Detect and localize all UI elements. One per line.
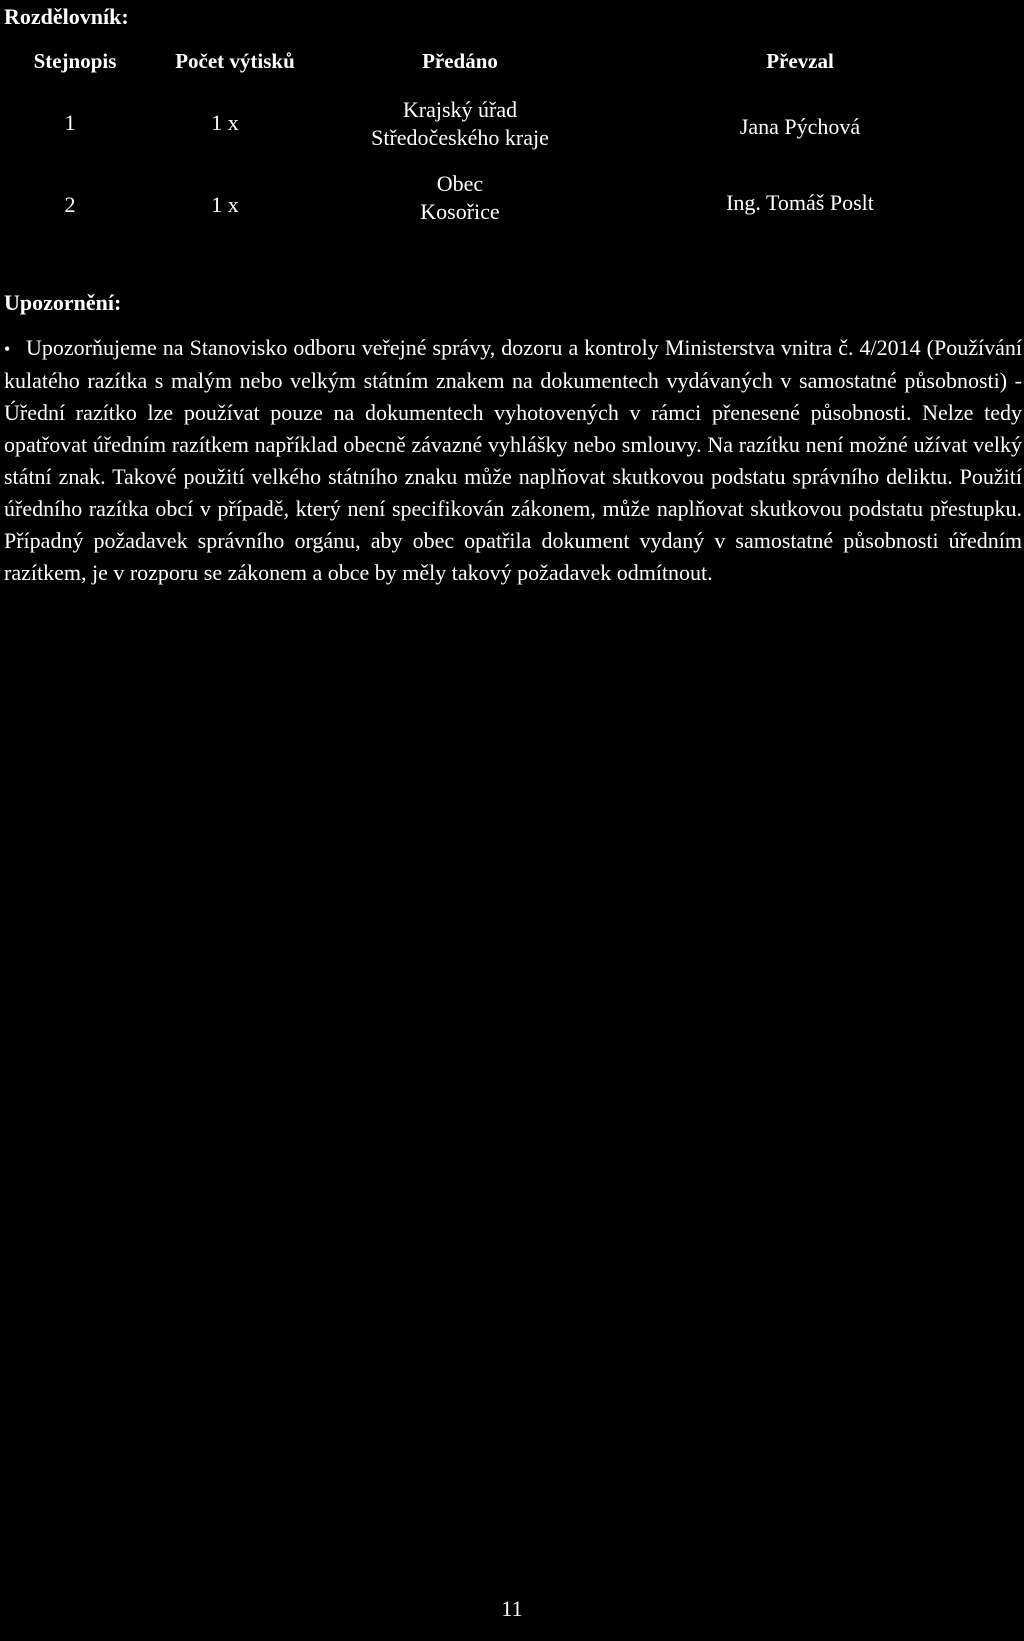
handed-over-line: Krajský úřad — [402, 97, 518, 122]
notice-heading: Upozornění: — [4, 290, 122, 315]
notice-text: Upozorňujeme na Stanovisko odboru veřejné správy, dozoru a kontroly Ministerstva vnitra č. 4/2014 (Používání kulatého razítka s malým nebo velkým státním znakem na dokumentech vydávaných v samostatné působnosti) - Úřední razítko lze používat pouze na dokumentech vyhotovených v rámci přenesené působnosti. Nelze tedy opatřovat úředním razítkem například obecně závazné vyhlášky nebo smlouvy. Na razítku není možné užívat velký státní znak. Takové použití velkého státního znaku může naplňovat skutkovou podstatu správního deliktu. Použití úředního razítka obcí v případě, který není specifikován zákonem, může naplňovat skutkovou podstatu přestupku. Případný požadavek správního orgánu, aby obec opatřila dokument vydaný v samostatné působnosti úředním razítkem, je v rozporu se zákonem a obce by měly takový požadavek odmítnout. — [4, 335, 1022, 585]
row-count-cell: 1 x — [211, 110, 239, 135]
row-copy-cell: 1 — [64, 110, 76, 135]
distribution-heading: Rozdělovník: — [4, 4, 129, 29]
page-number: 11 — [501, 1596, 523, 1621]
bullet-icon: • — [4, 339, 11, 359]
handed-over-line: Obec — [436, 171, 484, 196]
notice-paragraph — [4, 332, 1022, 589]
handed-over-line: Středočeského kraje — [371, 125, 549, 150]
row-handed-over-cell — [330, 170, 590, 226]
row-received-by-cell: Jana Pýchová — [739, 114, 861, 139]
row-received-by-cell: Ing. Tomáš Poslt — [726, 190, 874, 215]
handed-over-line: Kosořice — [420, 199, 500, 224]
column-header-copy: Stejnopis — [33, 49, 117, 73]
row-handed-over-cell — [330, 96, 590, 152]
column-header-count: Počet výtisků — [175, 49, 295, 73]
row-copy-cell: 2 — [64, 192, 76, 217]
column-header-received-by: Převzal — [766, 49, 834, 73]
row-count-cell: 1 x — [211, 192, 239, 217]
column-header-handed-over: Předáno — [422, 49, 498, 73]
